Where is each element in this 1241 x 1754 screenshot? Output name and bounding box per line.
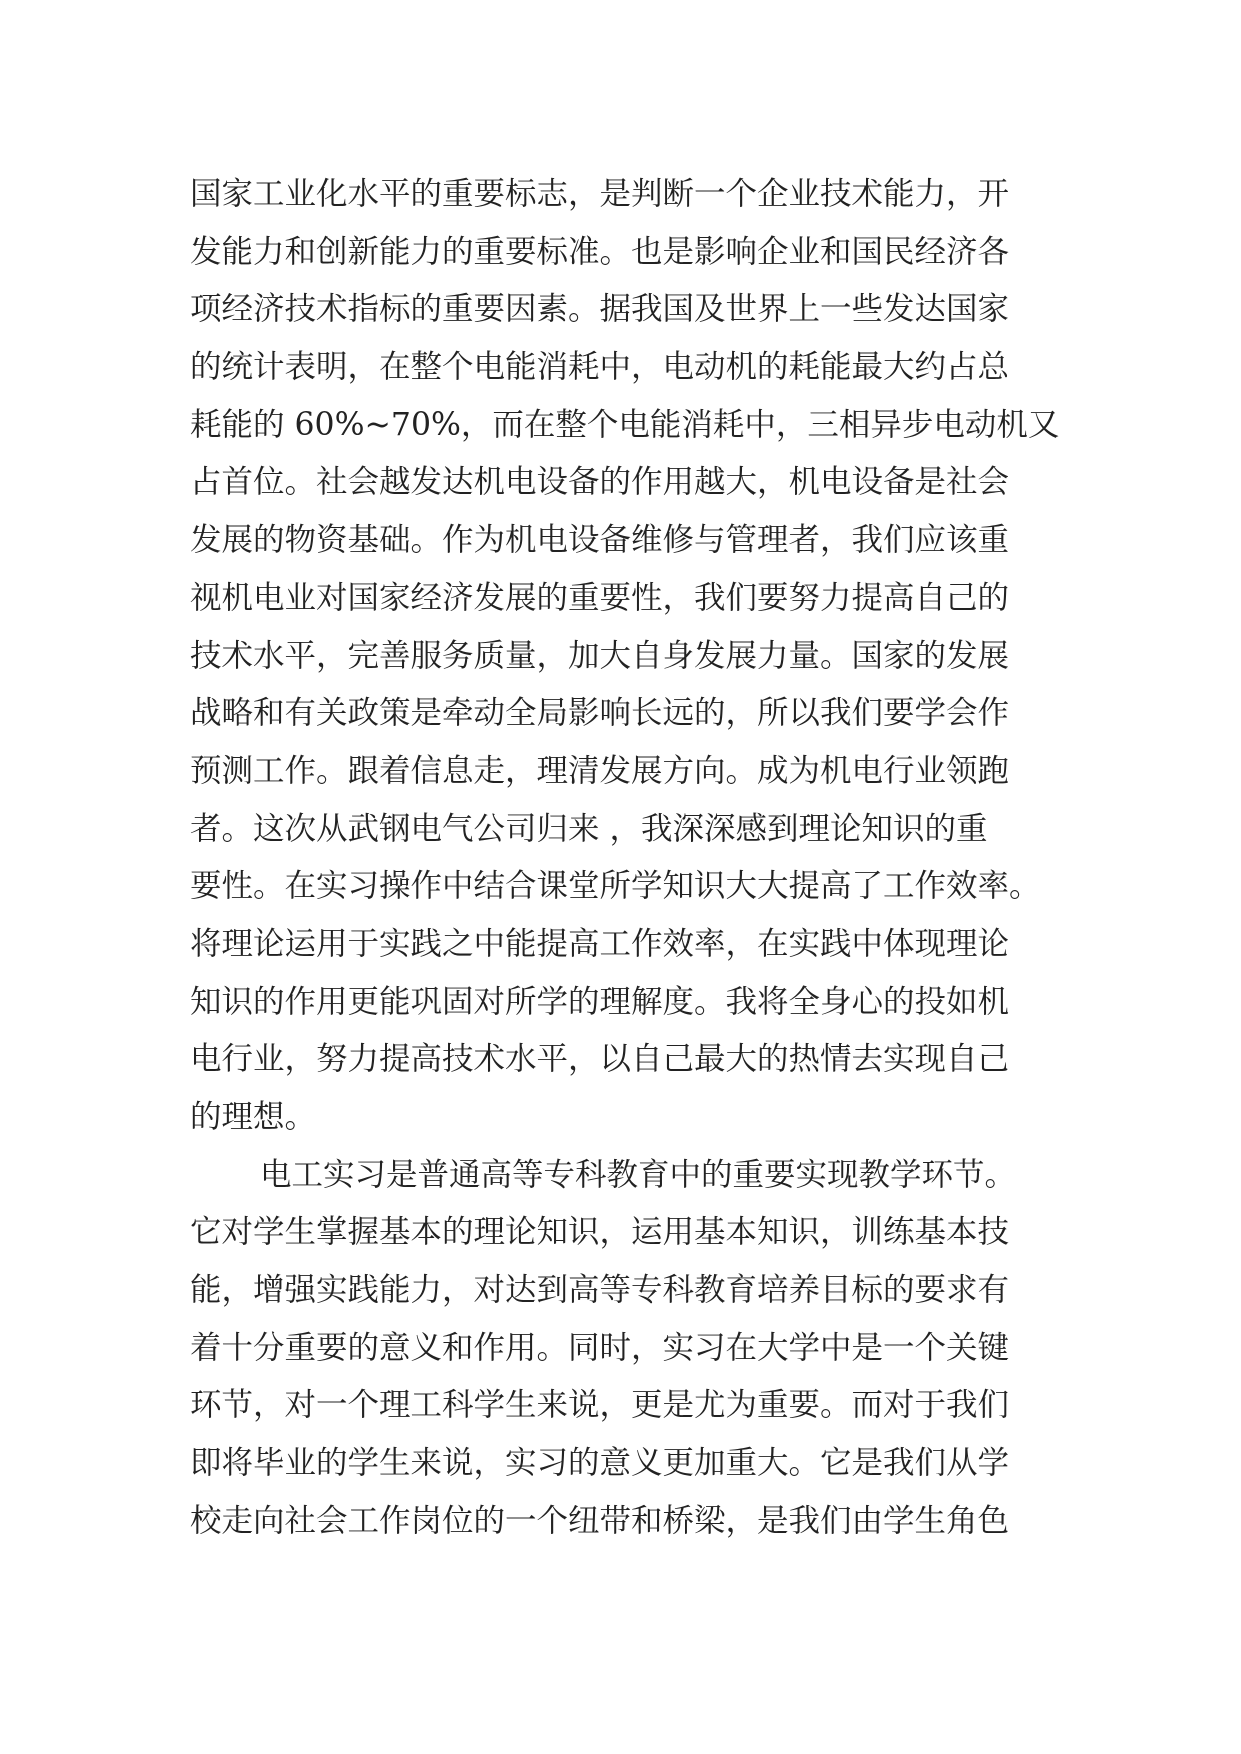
text-line: 发能力和创新能力的重要标准。也是影响企业和国民经济各	[190, 233, 1010, 270]
text-line: 环节，对一个理工科学生来说，更是尤为重要。而对于我们	[190, 1387, 1010, 1424]
text-line: 它对学生掌握基本的理论知识，运用基本知识，训练基本技	[190, 1214, 1010, 1251]
text-line: 将理论运用于实践之中能提高工作效率，在实践中体现理论	[190, 925, 1010, 962]
text-line: 耗能的 60%~70%，而在整个电能消耗中，三相异步电动机又	[190, 406, 1060, 443]
text-line: 视机电业对国家经济发展的重要性，我们要努力提高自己的	[190, 579, 1010, 616]
text-line-first: 电工实习是普通高等专科教育中的重要实现教学环节。	[260, 1156, 1017, 1193]
paragraph-2	[190, 1147, 1090, 1551]
paragraph-1	[190, 166, 1090, 1147]
text-line: 的理想。	[190, 1099, 317, 1135]
text-line: 知识的作用更能巩固对所学的理解度。我将全身心的投如机	[190, 983, 1010, 1020]
text-line: 项经济技术指标的重要因素。据我国及世界上一些发达国家	[190, 291, 1010, 328]
text-line: 能，增强实践能力，对达到高等专科教育培养目标的要求有	[190, 1272, 1010, 1309]
text-line: 的统计表明，在整个电能消耗中，电动机的耗能最大约占总	[190, 349, 1010, 386]
text-line: 国家工业化水平的重要标志，是判断一个企业技术能力，开	[190, 176, 1010, 212]
text-line: 发展的物资基础。作为机电设备维修与管理者，我们应该重	[190, 522, 1010, 559]
text-line: 预测工作。跟着信息走，理清发展方向。成为机电行业领跑	[190, 752, 1010, 789]
text-line: 电行业，努力提高技术水平，以自己最大的热情去实现自己	[190, 1041, 1010, 1078]
text-line: 要性。在实习操作中结合课堂所学知识大大提高了工作效率。	[190, 868, 1041, 905]
text-line: 着十分重要的意义和作用。同时，实习在大学中是一个关键	[190, 1329, 1010, 1366]
body-text	[190, 166, 1090, 1551]
text-line: 技术水平，完善服务质量，加大自身发展力量。国家的发展	[190, 637, 1010, 674]
text-line: 者。这次从武钢电气公司归来 ，我深深感到理论知识的重	[190, 810, 988, 847]
text-line: 校走向社会工作岗位的一个纽带和桥梁，是我们由学生角色	[190, 1502, 1010, 1539]
text-line: 占首位。社会越发达机电设备的作用越大，机电设备是社会	[190, 464, 1010, 501]
text-line: 即将毕业的学生来说，实习的意义更加重大。它是我们从学	[190, 1445, 1010, 1482]
text-line: 战略和有关政策是牵动全局影响长远的，所以我们要学会作	[190, 695, 1010, 732]
